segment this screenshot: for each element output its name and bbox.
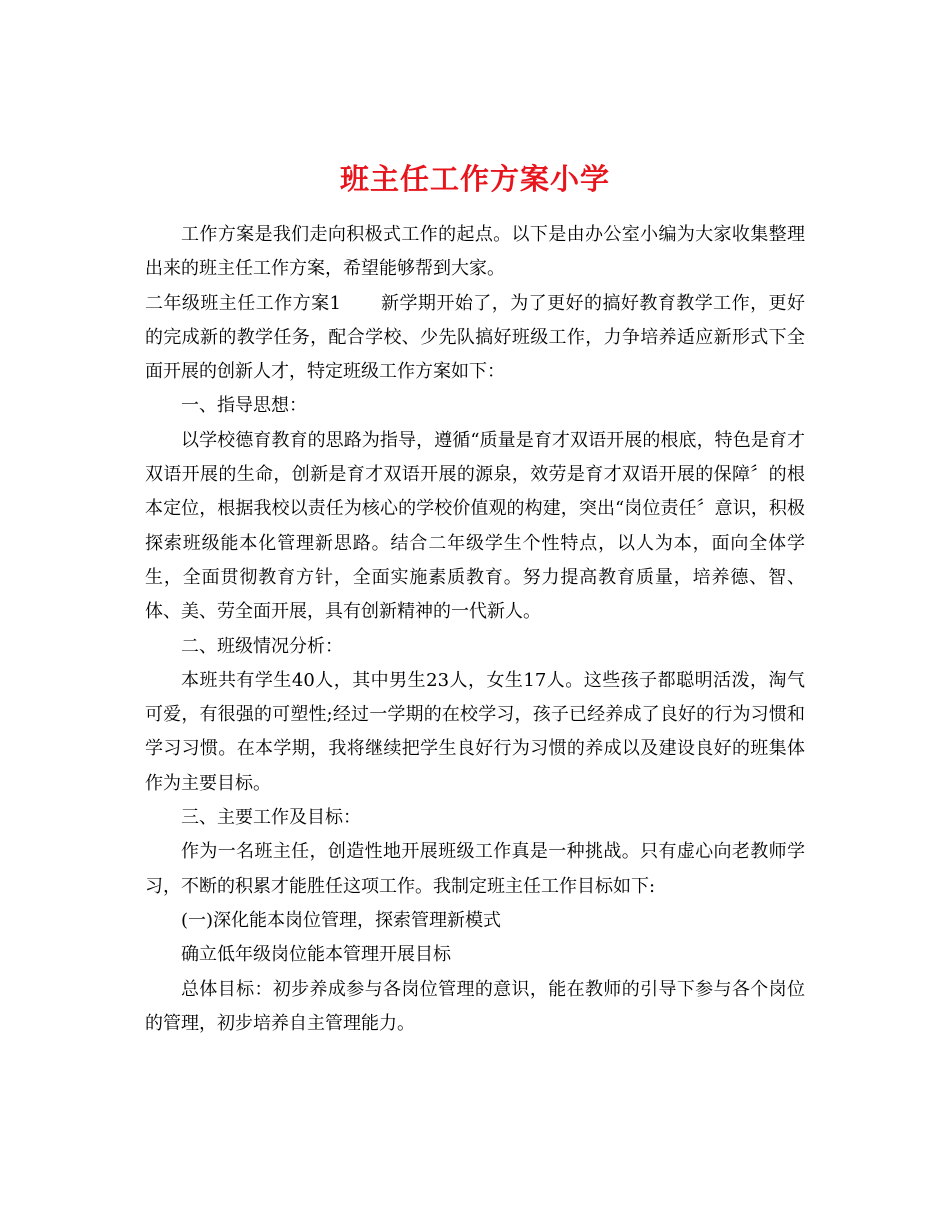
heading-main-work: 三、主要工作及目标： bbox=[181, 807, 361, 829]
heading-class-analysis: 二、班级情况分析： bbox=[181, 635, 343, 657]
heading-guiding-thought: 一、指导思想： bbox=[181, 395, 307, 417]
subheading-post-management: (一)深化能本岗位管理，探索管理新模式 bbox=[181, 909, 502, 931]
document-title: 班主任工作方案小学 bbox=[339, 162, 610, 197]
intro-paragraph: 工作方案是我们走向积极式工作的起点。以下是由办公室小编为大家收集整理出来的班主任工作方案，希望能够帮到大家。 bbox=[145, 224, 805, 280]
guiding-thought-paragraph: 以学校德育教育的思路为指导，遵循“质量是育才双语开展的根底，特色是育才双语开展的生命，创新是育才双语开展的源泉，效劳是育才双语开展的保障〞的根本定位，根据我校以责任为核心的学校价值观的构建，突出“岗位责任〞意识，积极探索班级能本化管理新思路。结合二年级学生个性特点，以人为本，面向全体学生，全面贯彻教育方针，全面实施素质教育。努力提高教育质量，培养德、智、体、美、劳全面开展，具有创新精神的一代新人。 bbox=[145, 429, 805, 623]
class-analysis-paragraph: 本班共有学生40人，其中男生23人，女生17人。这些孩子都聪明活泼，淘气可爱，有很强的可塑性;经过一学期的在校学习，孩子已经养成了良好的行为习惯和学习习惯。在本学期，我将继续把学生良好行为习惯的养成以及建设良好的班集体作为主要目标。 bbox=[145, 669, 805, 794]
plan-opening-paragraph bbox=[145, 287, 805, 390]
document-body bbox=[145, 218, 805, 1041]
plan-opening-text: 新学期开始了，为了更好的搞好教育教学工作，更好的完成新的教学任务，配合学校、少先队搞好班级工作，力争培养适应新形式下全面开展的创新人才，特定班级工作方案如下： bbox=[145, 292, 805, 383]
overall-goal-paragraph: 总体目标：初步养成参与各岗位管理的意识，能在教师的引导下参与各个岗位的管理，初步培养自主管理能力。 bbox=[145, 978, 805, 1034]
plan-section-label: 二年级班主任工作方案1 bbox=[145, 292, 341, 314]
main-work-paragraph: 作为一名班主任，创造性地开展班级工作真是一种挑战。只有虚心向老教师学习，不断的积累才能胜任这项工作。我制定班主任工作目标如下: bbox=[145, 841, 805, 897]
subheading-goal-setting: 确立低年级岗位能本管理开展目标 bbox=[181, 944, 451, 966]
